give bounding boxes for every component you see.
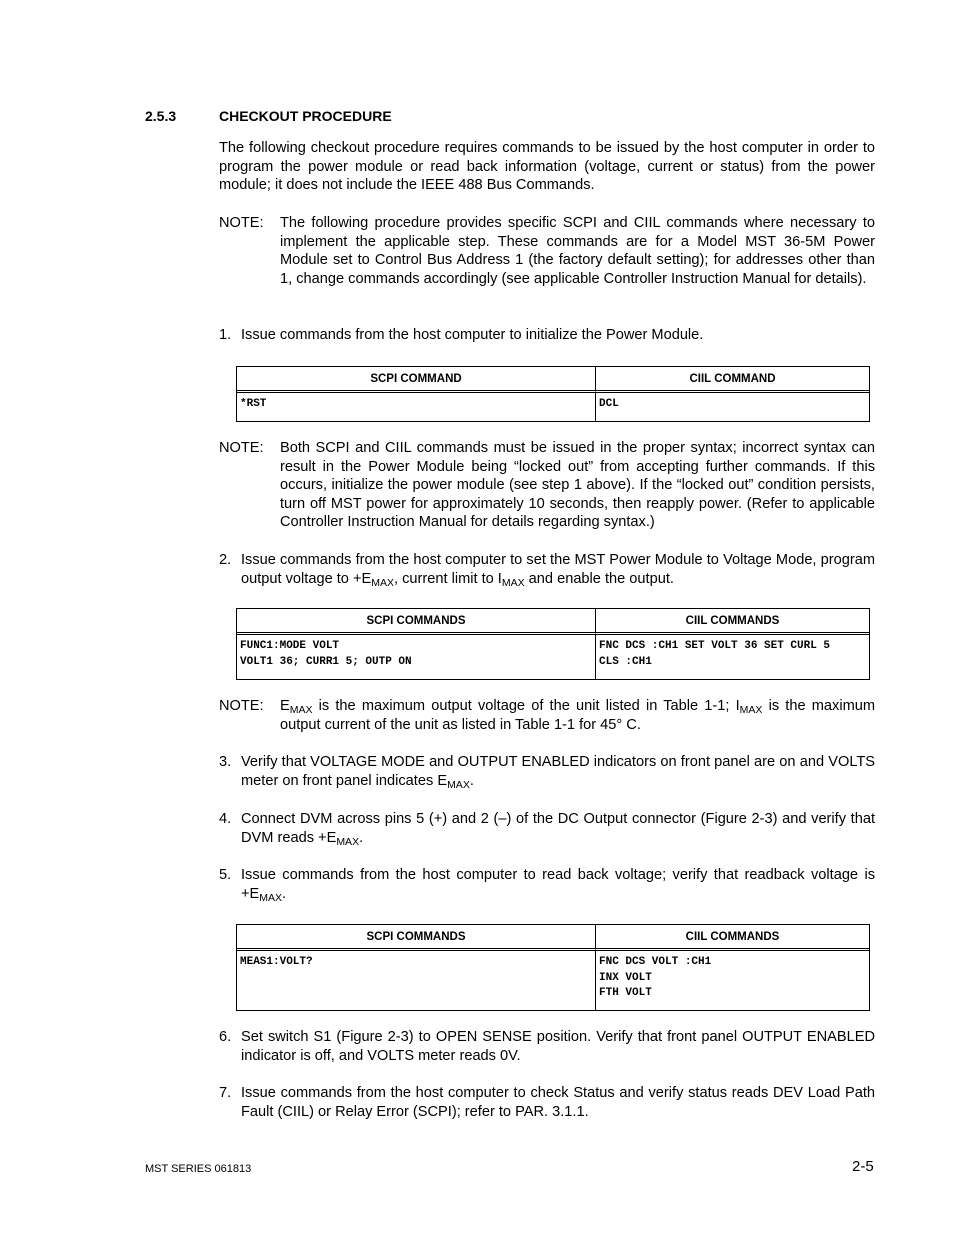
table-2-scpi-line: FUNC1:MODE VOLT bbox=[240, 640, 340, 652]
table-1-header-ciil: CIIL COMMAND bbox=[596, 367, 869, 393]
table-1-ciil-line: DCL bbox=[599, 398, 619, 410]
step-2-text-b: , current limit to I bbox=[394, 570, 502, 587]
step-3-number: 3. bbox=[219, 754, 232, 770]
table-2-ciil-line: FNC DCS :CH1 SET VOLT 36 SET CURL 5 bbox=[599, 640, 831, 652]
step-2-sub-b: MAX bbox=[501, 576, 525, 589]
table-3-ciil-cell bbox=[596, 951, 869, 1010]
table-3-ciil-line: FNC DCS VOLT :CH1 bbox=[599, 956, 712, 968]
table-2-header-ciil: CIIL COMMANDS bbox=[596, 609, 869, 635]
note-3-sub-b: MAX bbox=[739, 704, 763, 716]
table-2-ciil-line: CLS :CH1 bbox=[599, 655, 652, 668]
table-2-scpi-cell bbox=[237, 635, 596, 679]
step-5-end: . bbox=[282, 885, 287, 902]
step-4-text bbox=[241, 810, 875, 847]
note-label-1: NOTE: bbox=[219, 215, 264, 231]
step-6-number: 6. bbox=[219, 1029, 232, 1045]
step-5-sub: MAX bbox=[259, 891, 283, 904]
step-5-number: 5. bbox=[219, 867, 232, 883]
step-4-text-main: Connect DVM across pins 5 (+) and 2 (–) of the DC Output connector (Figure 2-3) and verify that DVM reads +E bbox=[241, 811, 875, 846]
note-1: The following procedure provides specific SCPI and CIIL commands where necessary to implement the applicable step. These commands are for a Model MST 36-5M Power Module set to Control Bus Address 1 (the factory default setting); for addresses other than 1, change commands accordingly (see applicable Controller Instruction Manual for details). bbox=[280, 215, 875, 287]
note-3-text-c: is the maximum output current of the unit as listed in Table 1-1 for 45° C. bbox=[280, 698, 875, 733]
note-3-sub-a: MAX bbox=[289, 704, 313, 716]
table-3-ciil-line: FTH VOLT bbox=[599, 987, 652, 999]
footer-document-id: MST SERIES 061813 bbox=[145, 1163, 252, 1175]
command-table-1 bbox=[236, 366, 870, 422]
table-3-scpi-cell bbox=[237, 951, 596, 1010]
step-2-text bbox=[241, 551, 875, 588]
intro-paragraph: The following checkout procedure requires commands to be issued by the host computer in order to program the power module or read back information (voltage, current or status) from the power module; it does not include the IEEE 488 Bus Commands. bbox=[219, 140, 875, 194]
command-table-3 bbox=[236, 924, 870, 1011]
table-2-scpi-line: VOLT1 36; CURR1 5; OUTP ON bbox=[240, 655, 412, 668]
table-3-scpi-line: MEAS1:VOLT? bbox=[240, 956, 313, 968]
table-3-header-scpi: SCPI COMMANDS bbox=[237, 925, 596, 951]
step-3-text-main: Verify that VOLTAGE MODE and OUTPUT ENABLED indicators on front panel are on and VOLTS meter on front panel indicates E bbox=[241, 754, 875, 789]
step-2-text-a: Issue commands from the host computer to set the MST Power Module to Voltage Mode, program output voltage to +E bbox=[241, 552, 875, 587]
table-2-header-scpi: SCPI COMMANDS bbox=[237, 609, 596, 635]
note-3-text-a: E bbox=[280, 698, 290, 714]
section-title: CHECKOUT PROCEDURE bbox=[219, 108, 392, 124]
command-table-2 bbox=[236, 608, 870, 680]
table-2-ciil-cell bbox=[596, 635, 869, 679]
step-4-sub: MAX bbox=[336, 835, 360, 848]
step-2-number: 2. bbox=[219, 552, 232, 568]
table-1-ciil-cell bbox=[596, 393, 869, 421]
note-label-2: NOTE: bbox=[219, 440, 264, 456]
step-3-text bbox=[241, 753, 875, 790]
step-3-sub: MAX bbox=[447, 778, 470, 791]
note-2: Both SCPI and CIIL commands must be issued in the proper syntax; incorrect syntax can result in the Power Module being “locked out” from accepting further commands. If this occurs, initialize the power module (see step 1 above). If the “locked out” condition persists, turn off MST power for approximately 10 seconds, then reapply power. (Refer to applicable Controller Instruction Manual for details regarding syntax.) bbox=[280, 440, 875, 531]
section-number: 2.5.3 bbox=[145, 108, 177, 124]
step-1-number: 1. bbox=[219, 327, 232, 343]
table-1-scpi-cell bbox=[237, 393, 596, 421]
step-7-number: 7. bbox=[219, 1085, 232, 1101]
table-1-header-scpi: SCPI COMMAND bbox=[237, 367, 596, 393]
table-1-scpi-line: *RST bbox=[240, 398, 267, 410]
footer-page-number: 2-5 bbox=[852, 1158, 874, 1175]
table-3-header-ciil: CIIL COMMANDS bbox=[596, 925, 869, 951]
note-3 bbox=[280, 697, 875, 734]
note-3-text-b: is the maximum output voltage of the unit listed in Table 1-1; I bbox=[312, 698, 740, 714]
step-5-text bbox=[241, 866, 875, 903]
table-3-ciil-line: INX VOLT bbox=[599, 971, 652, 984]
step-2-sub-a: MAX bbox=[371, 576, 394, 589]
step-2-text-c: and enable the output. bbox=[524, 570, 674, 587]
step-6-text: Set switch S1 (Figure 2-3) to OPEN SENSE position. Verify that front panel OUTPUT ENABLED indicator is off, and VOLTS meter reads 0V. bbox=[241, 1029, 875, 1064]
note-label-3: NOTE: bbox=[219, 698, 264, 714]
step-7-text: Issue commands from the host computer to check Status and verify status reads DEV Load Path Fault (CIIL) or Relay Error (SCPI); refer to PAR. 3.1.1. bbox=[241, 1085, 875, 1120]
step-4-number: 4. bbox=[219, 811, 232, 827]
step-3-end: . bbox=[469, 772, 474, 789]
step-5-text-main: Issue commands from the host computer to read back voltage; verify that readback voltage is +E bbox=[241, 867, 875, 902]
step-4-end: . bbox=[359, 829, 364, 846]
step-1-text: Issue commands from the host computer to initialize the Power Module. bbox=[241, 327, 704, 343]
